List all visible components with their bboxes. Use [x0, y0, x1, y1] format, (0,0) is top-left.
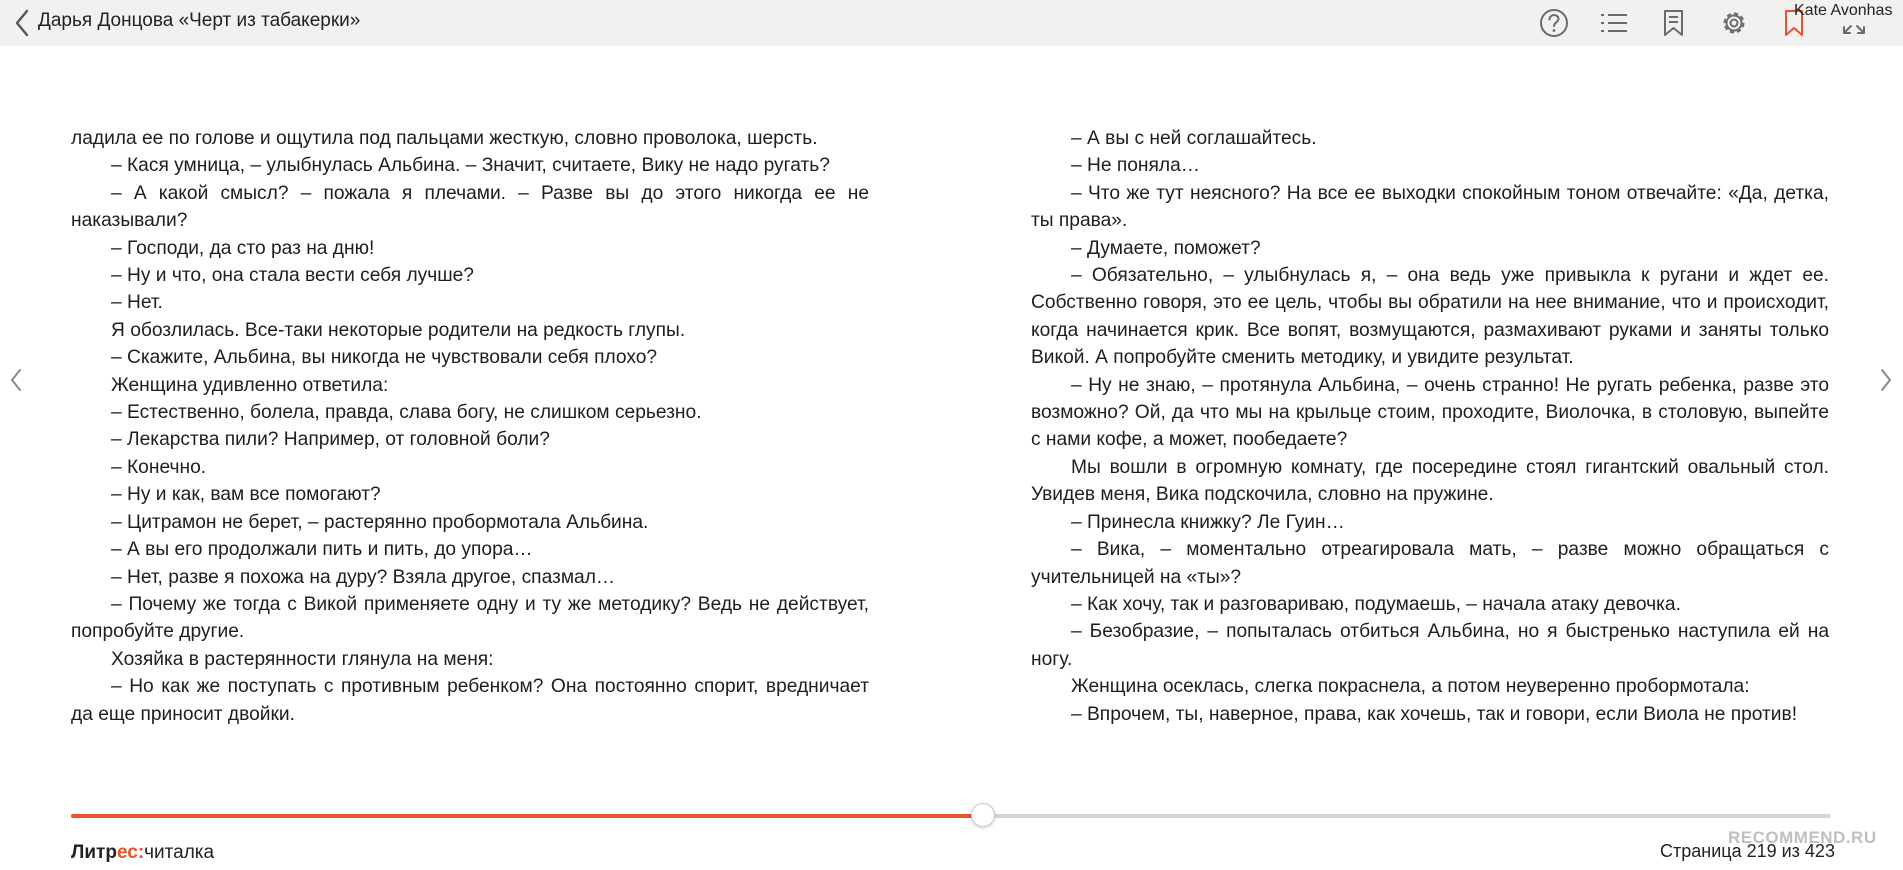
- reading-progress-slider[interactable]: [71, 814, 1831, 818]
- next-page-button[interactable]: [1873, 362, 1899, 398]
- paragraph: – Лекарства пили? Например, от головной боли?: [111, 429, 550, 451]
- paragraph: – Почему же тогда с Викой применяете одну и ту же методику? Ведь не действует, попробуйте другие.: [71, 593, 869, 643]
- gear-icon: [1718, 7, 1750, 39]
- paragraph: – Что же тут неясного? На все ее выходки спокойным тоном отвечайте: «Да, детка, ты права».: [1031, 182, 1829, 232]
- bookmarks-list-button[interactable]: [1656, 5, 1692, 41]
- paragraph: – Скажите, Альбина, вы никогда не чувствовали себя плохо?: [111, 347, 658, 369]
- chevron-right-icon: [1878, 367, 1894, 393]
- watermark: RECOMMEND.RU: [1728, 828, 1877, 847]
- paragraph: Мы вошли в огромную комнату, где посередине стоял гигантский овальный стол. Увидев меня, Вика подскочила, словно на пружине.: [1031, 456, 1829, 506]
- paragraph: – Ну и как, вам все помогают?: [111, 484, 381, 506]
- contents-button[interactable]: [1596, 5, 1632, 41]
- paragraph: ладила ее по голове и ощутила под пальцами жесткую, словно проволока, шерсть.: [71, 128, 818, 149]
- back-button[interactable]: [10, 8, 34, 38]
- progress-fill: [71, 814, 982, 818]
- paragraph: – А вы его продолжали пить и пить, до упора…: [111, 539, 533, 561]
- paragraph: – Думаете, поможет?: [1071, 237, 1261, 259]
- logo-separator: :: [137, 842, 145, 863]
- settings-button[interactable]: [1716, 5, 1752, 41]
- paragraph: – Конечно.: [111, 456, 207, 478]
- book-title: Дарья Донцова «Черт из табакерки»: [38, 10, 361, 31]
- paragraph: – Но как же поступать с противным ребенком? Она постоянно спорит, вредничает да еще приносит двойки.: [71, 676, 869, 725]
- help-icon: [1538, 7, 1570, 39]
- paragraph: – Ну и что, она стала вести себя лучше?: [111, 265, 474, 287]
- progress-thumb[interactable]: [971, 803, 995, 827]
- table-of-contents-icon: [1598, 7, 1630, 39]
- prev-page-button[interactable]: [3, 362, 29, 398]
- paragraph: – А вы с ней соглашайтесь.: [1071, 128, 1317, 149]
- chevron-left-icon: [8, 367, 24, 393]
- paragraph: – Безобразие, – попыталась отбиться Альбина, но я быстренько наступила ей на ногу.: [1031, 621, 1829, 670]
- right-page: [1031, 125, 1829, 728]
- paragraph: – Ну не знаю, – протянула Альбина, – очень странно! Не ругать ребенка, разве это возможно? Ой, да что мы на крыльце стоим, проходите, Виолочка, в столовую, выпейте с нами кофе, а может, пообедаете?: [1031, 374, 1829, 451]
- paragraph: Женщина удивленно ответила:: [111, 374, 389, 396]
- paragraph: – А какой смысл? – пожала я плечами. – Разве вы до этого никогда ее не наказывали?: [71, 182, 869, 232]
- paragraph: – Нет, разве я похожа на дуру? Взяла другое, спазмал…: [111, 566, 616, 588]
- paragraph: – Нет.: [111, 292, 163, 314]
- page-counter: Страница 219 из 423: [1660, 841, 1835, 861]
- logo-text-part3: читалка: [144, 842, 215, 863]
- paragraph: Хозяйка в растерянности глянула на меня:: [111, 648, 494, 670]
- paragraph: – Как хочу, так и разговариваю, подумаешь, – начала атаку девочка.: [1071, 593, 1681, 615]
- logo-text-part2: ес: [116, 842, 138, 863]
- chevron-left-icon: [14, 9, 30, 37]
- logo-text-part1: Литр: [71, 842, 117, 863]
- help-button[interactable]: [1536, 5, 1572, 41]
- paragraph: – Вика, – моментально отреагировала мать, – разве можно обращаться с учительницей на «ты»?: [1031, 539, 1829, 588]
- paragraph: – Впрочем, ты, наверное, права, как хочешь, так и говори, если Виола не против!: [1071, 703, 1798, 725]
- paragraph: Я обозлилась. Все-таки некоторые родители на редкость глупы.: [111, 319, 686, 341]
- paragraph: – Не поняла…: [1071, 155, 1200, 177]
- paragraph: – Обязательно, – улыбнулась я, – она ведь уже привыкла к ругани и ждет ее. Собственно говоря, это ее цель, чтобы вы обратили на нее внимание, что и происходит, когда начинается крик. Все вопят, возмущаются, размахивают руками и заняты только Викой. А попробуйте сменить методику, и увидите результат.: [1031, 265, 1829, 369]
- paragraph: – Господи, да сто раз на дню!: [111, 237, 375, 259]
- left-page: [71, 125, 869, 728]
- paragraph: – Естественно, болела, правда, слава богу, не слишком серьезно.: [111, 402, 702, 424]
- top-bar: [0, 0, 1903, 46]
- paragraph: – Кася умница, – улыбнулась Альбина. – Значит, считаете, Вику не надо ругать?: [111, 155, 830, 177]
- user-name[interactable]: Kate Avonhas: [1794, 2, 1893, 19]
- litres-logo[interactable]: [71, 842, 214, 864]
- paragraph: Женщина осеклась, слегка покраснела, а потом неуверенно пробормотала:: [1071, 676, 1750, 698]
- paragraph: – Принесла книжку? Ле Гуин…: [1071, 511, 1345, 533]
- paragraph: – Цитрамон не берет, – растерянно пробормотала Альбина.: [111, 511, 649, 533]
- bookmarks-list-icon: [1658, 7, 1690, 39]
